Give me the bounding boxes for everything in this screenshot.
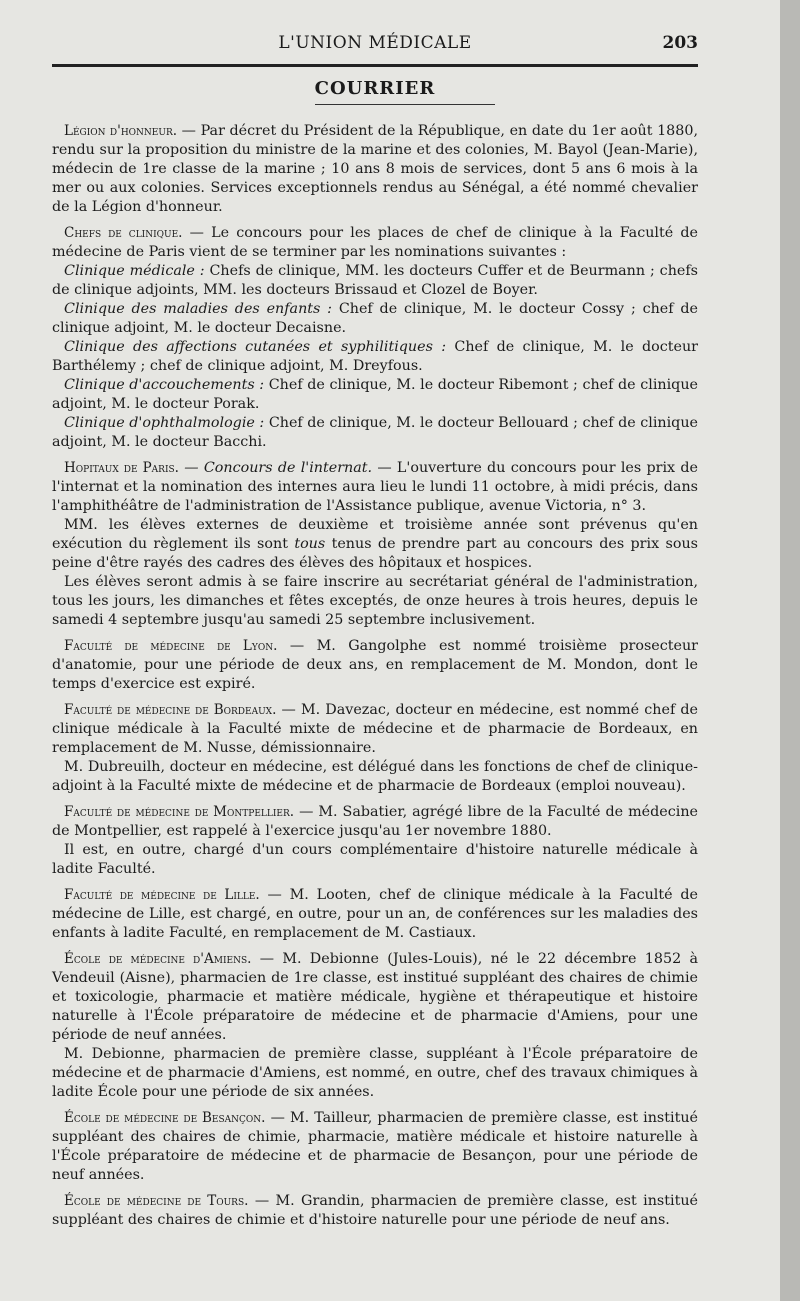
entry-heading: École de médecine de Besançon. [64,1110,266,1126]
entry-text: — L'ouverture du concours pour les prix de l'internat et la nomination des internes aura lieu le lundi 11 octobre, à midi précis, dans l'amphithéâtre de l'administration de l'Assistance publique, avenue Victoria, n° 3. [52,460,699,514]
entry-paragraph: MM. les élèves externes de deuxième et troisième année sont prévenus qu'en exécution du règlement ils sont tous tenus de prendre part au concours des prix sous peine d'être rayés des cadres des élèves des hôpitaux et hospices. [52,517,698,571]
subitem-text: Chef de clinique, M. le docteur Cossy ; chef de clinique adjoint, M. le docteur Decaisne. [52,301,698,336]
section-title: COURRIER [314,78,436,99]
entry-hopitaux-paris [52,459,698,516]
entry-legion-honneur [52,122,698,217]
subitem-text: Chef de clinique, M. le docteur Barthélemy ; chef de clinique adjoint, M. Dreyfous. [52,339,699,374]
subitem [52,414,698,452]
header-rule [52,64,698,67]
article-body [52,122,698,1230]
subitem-label: Clinique d'accouchements : [64,377,265,393]
entry-ecole-besancon [52,1109,698,1185]
entry-heading: Faculté de médecine de Lille. [64,887,260,903]
entry-heading: École de médecine de Tours. [64,1193,249,1209]
subitem-label: Clinique des maladies des enfants : [64,301,332,317]
entry-faculte-montpellier [52,803,698,841]
entry-italic-lead: — Concours de l'internat. [184,460,373,476]
entry-text: — M. Grandin, pharmacien de première classe, est institué suppléant des chaires de chimie et d'histoire naturelle pour une période de neuf ans. [52,1193,699,1228]
entry-heading: Faculté de médecine de Bordeaux. [64,702,277,718]
page-number: 203 [662,33,698,53]
subitem [52,262,698,300]
entry-heading: École de médecine d'Amiens. [64,951,252,967]
subitem-text: Chef de clinique, M. le docteur Ribemont ; chef de clinique adjoint, M. le docteur Porak. [52,377,698,412]
entry-heading: Faculté de médecine de Lyon. [64,638,278,654]
entry-heading: Chefs de clinique. [64,225,183,241]
title-rule [315,104,495,105]
page-edge [780,0,800,1301]
entry-heading: Faculté de médecine de Montpellier. [64,804,295,820]
entry-faculte-lyon [52,637,698,694]
subitem-label: Clinique médicale : [64,263,205,279]
entry-heading: Légion d'honneur. [64,123,178,139]
entry-ecole-tours [52,1192,698,1230]
subitem-label: Clinique des affections cutanées et syphilitiques : [64,339,447,355]
entry-paragraph: Il est, en outre, chargé d'un cours complémentaire d'histoire naturelle médicale à ladite Faculté. [52,842,698,877]
entry-faculte-bordeaux [52,701,698,758]
subitem [52,376,698,414]
entry-chefs-clinique [52,224,698,262]
entry-paragraph: M. Dubreuilh, docteur en médecine, est délégué dans les fonctions de chef de clinique-adjoint à la Faculté mixte de médecine et de pharmacie de Bordeaux (emploi nouveau). [52,759,698,794]
entry-text: — M. Debionne (Jules-Louis), né le 22 décembre 1852 à Vendeuil (Aisne), pharmacien de 1re classe, est institué suppléant des chaires de chimie et toxicologie, pharmacie et matière médicale, hygiène et thérapeutique et histoire naturelle à l'École préparatoire de médecine et de pharmacie d'Amiens, pour une période de neuf années. [52,951,698,1043]
running-title: L'UNION MÉDICALE [278,33,472,53]
entry-text: — M. Looten, chef de clinique médicale à la Faculté de médecine de Lille, est chargé, en outre, pour un an, de conférences sur les maladies des enfants à ladite Faculté, en remplacement de M. Castiaux. [52,887,698,941]
subitem [52,300,698,338]
entry-text: — M. Sabatier, agrégé libre de la Faculté de médecine de Montpellier, est rappelé à l'exercice jusqu'au 1er novembre 1880. [52,804,699,839]
entry-faculte-lille [52,886,698,943]
subitem-text: Chef de clinique, M. le docteur Bellouard ; chef de clinique adjoint, M. le docteur Bacchi. [52,415,698,450]
entry-heading: Hopitaux de Paris. [64,460,179,476]
entry-text: — Le concours pour les places de chef de clinique à la Faculté de médecine de Paris vient de se terminer par les nominations suivantes : [52,225,698,260]
entry-text: — M. Gangolphe est nommé troisième prosecteur d'anatomie, pour une période de deux ans, en remplacement de M. Mondon, dont le temps d'exercice est expiré. [52,638,699,692]
entry-text: — Par décret du Président de la République, en date du 1er août 1880, rendu sur la proposition du ministre de la marine et des colonies, M. Bayol (Jean-Marie), médecin de 1re classe de la marine ; 10 ans 8 mois de services, dont 5 ans 6 mois à la mer ou aux colonies. Services exceptionnels rendus au Sénégal, a été nommé chevalier de la Légion d'honneur. [52,123,698,215]
subitem-label: Clinique d'ophthalmologie : [64,415,265,431]
entry-text: — M. Tailleur, pharmacien de première classe, est institué suppléant des chaires de chimie, pharmacie, matière médicale et histoire naturelle à l'École préparatoire de médecine et de pharmacie de Besançon, pour une période de neuf années. [52,1110,698,1183]
page-header [52,33,698,59]
entry-ecole-amiens [52,950,698,1045]
subitem [52,338,698,376]
entry-paragraph: Les élèves seront admis à se faire inscrire au secrétariat général de l'administration, tous les jours, les dimanches et fêtes exceptés, de onze heures à trois heures, depuis le samedi 4 septembre jusqu'au samedi 25 septembre inclusivement. [52,574,698,628]
subitem-text: Chefs de clinique, MM. les docteurs Cuffer et de Beurmann ; chefs de clinique adjoints, MM. les docteurs Brissaud et Clozel de Boyer. [52,263,698,298]
entry-text: — M. Davezac, docteur en médecine, est nommé chef de clinique médicale à la Faculté mixte de médecine et de pharmacie de Bordeaux, en remplacement de M. Nusse, démissionnaire. [52,702,698,756]
entry-paragraph: M. Debionne, pharmacien de première classe, suppléant à l'École préparatoire de médecine et de pharmacie d'Amiens, est nommé, en outre, chef des travaux chimiques à ladite École pour une période de six années. [52,1046,698,1100]
